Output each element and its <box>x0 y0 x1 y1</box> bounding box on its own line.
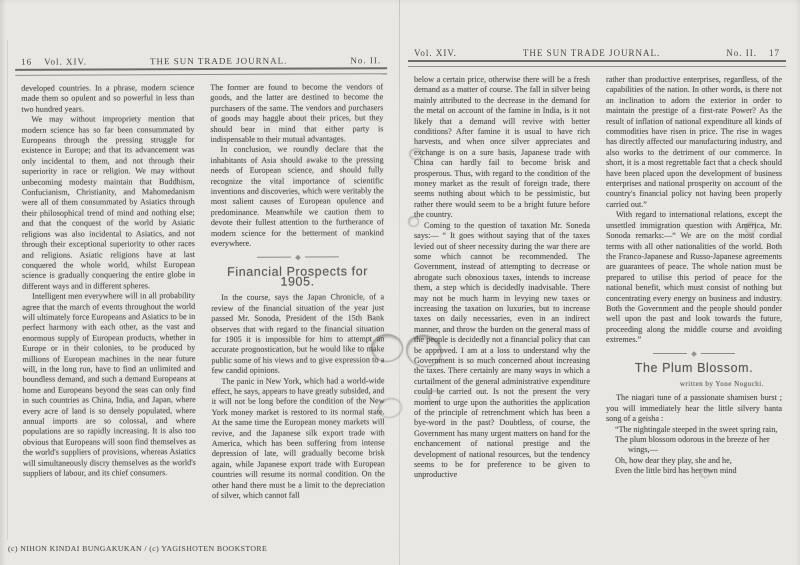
divider-line <box>256 257 290 258</box>
ink-smudge <box>745 222 756 234</box>
ink-smudge <box>408 216 419 227</box>
page-gutter-line <box>399 0 400 565</box>
divider-line <box>653 353 687 354</box>
journal-title: THE SUN TRADE JOURNAL. <box>150 55 288 67</box>
paragraph: In conclusion, we roundly declare that the inhabitants of Asia should awake to the pressing needs of European science, and should fully recognize the vital importance of scientific inventions and discoveries, which were veritably the most salient causes of European opulence and predominance. Meanwhile we caution them to devote their fullest attention to the furtherance of modern science for the betterment of mankind everywhere. <box>210 144 384 249</box>
paragraph: The niagari tune of a passionate shamisen burst ; you will immediately hear the little silvery banta song of a geisha : <box>606 393 782 424</box>
paragraph: Coming to the question of taxation Mr. Soneda says:— “ It goes without saying that of the taxes levied out of sheer necessity during the war there are some which cannot be recommended. The Government, instead of attempting to decrease or abrogate such obnoxious taxes, intends to increase them, a step which is decidedly inadvisable. There may not be much harm in levying new taxes or increasing the taxation on luxuries, but to increase taxes on daily necessaries, even in an indirect manner, and throw the burden on the general mass of the people is decidedly not a financial policy that can be approved. I am at a loss to understand why the Government is so much concerned about increasing the taxes. There certainly are many ways in which a curtailment of the general administrative expenditure could be carried out. Is not the present the very moment to urge upon the authorities the application of the principle of retrenchment which has been a bye-word in the past? Doubtless, of course, the Government has many urgent matters on hand for the enchancement of national prestige and the development of national resources, but the tendency seems to be for preference to be given to unproductive <box>414 220 590 480</box>
paragraph: rather than productive enterprises, regardless, of the capabilities of the nation. In other words, is there not an inclination to adorn the exterior in order to maintain the prestige of a first-rate Power? As the result of inflation of national expenditure all kinds of commodities have risen in price. The rise in wages has directly affected our manufacturing industry, and also works to the detriment of our commerce. In short, it is a most regrettable fact that a check should have been placed upon the development of business enterprises and national prosperity on account of the country's financial policy not having been properly carried out.” <box>606 75 782 209</box>
issue-label: No. II. <box>350 55 382 66</box>
paragraph: We may without impropriety mention that modern science has so far been consummated by Europeans through the pressing struggle for existence in Europe; and that its advancement was only incidental to them, and not through their superiority in race or religion. We may without unbecoming modesty maintain that Buddhism, Confucianism, Christianity, and Mahomedanism were all of them consummated by Asiatics through their philosophical trend of mind and nothing else; and that the conquest of the world by Asiatic religions was also incidental to Asiatics, and not through their exceptional superiority to other races and religions. Asiatic religions have at last conquered the whole world, whilst European science is gradually conquering the entire globe in different ways and in different spheres. <box>21 114 196 291</box>
paragraph: The panic in New York, which had a world-wide effect, he says, appears to have greatly subsided, and it will not be long before the condition of the New York money market is restored to its normal state. At the same time the European money markets will revive, and the Japanese silk export trade with America, which has been suffering from intense depression of late, will gradually become brisk again, while Japanese export trade with European countries will resume its normal condition. On the other hand there must be a limit to the depreciation of silver, which cannot fall <box>211 375 385 500</box>
paragraph: developed countries. In a phrase, modern science made them so opulent and so powerful in less than two hundred years. <box>21 83 195 114</box>
divider-line <box>304 256 338 257</box>
archive-credit-line: (c) NIHON KINDAI BUNGAKUKAN / (c) YAGISHOTEN BOOKSTORE <box>8 544 268 553</box>
text-column <box>606 75 782 533</box>
divider-line <box>701 353 735 354</box>
text-column <box>414 75 590 533</box>
journal-page-left <box>13 0 391 528</box>
ink-smudge <box>700 468 710 478</box>
divider-ornament-icon <box>295 254 301 260</box>
text-column <box>21 83 196 528</box>
ink-smudge <box>428 390 441 403</box>
page-edge-line <box>7 40 8 540</box>
running-head <box>406 48 788 60</box>
section-heading: Financial Prospects for 1905. <box>227 263 369 289</box>
poem-line: Even the little bird has her own mind <box>615 466 737 476</box>
journal-title: THE SUN TRADE JOURNAL. <box>522 48 661 58</box>
page-number: 16 <box>21 56 33 67</box>
paragraph: With regard to international relations, except the unsettled immigration question with America, Mr. Sonoda remarks:—“ We are on the most cordial terms with all other nationalities of the world. Both the Franco-Japanese and Russo-Japanese agreements are guarantees of peace. The whole nation must be prepared to utilise this period of peace for the national benefit, which must consist of nothing but concentrating every energy on business and industry. Both the Government and the people should ponder well upon the past and look towards the future, proceeding along the middle course and avoiding extremes.” <box>606 210 782 345</box>
paragraph: The former are found to become the vendors of goods, and the latter are destined to become the purchasers of the same. The vendors and purchasers of goods may haggle about their prices, but they should bear in mind that either party is indispensable to their mutual advantages. <box>210 82 384 144</box>
text-column <box>210 82 385 527</box>
header-rule <box>408 60 786 67</box>
section-heading: The Plum Blossom. <box>634 360 754 375</box>
page-number: 17 <box>769 48 780 58</box>
paragraph: below a certain price, otherwise there will be a fresh demand as a matter of course. The fall in silver being mainly attributed to the decrease in the demand for the metal on account of the famine in India, is it not likely that a demand will revive with better conditions? After famine it is usual to have rich harvests, and when once silver appreciates and exchange is on a sure basis, Japanese trade with China can hardly fail to become brisk and prosperous. Thus, with regard to the condition of the money market as the result of foreign trade, there seems nothing about which to be pessimistic, but rather there would seem to be a bright future before the country. <box>414 75 590 220</box>
volume-label: Vol. XIV. <box>44 56 88 67</box>
poem-line: “The nightingale steeped in the sweet spring rain, <box>615 424 778 434</box>
section-divider <box>211 255 384 260</box>
byline: written by Yone Noguchi. <box>679 379 764 388</box>
ink-smudge <box>409 148 423 160</box>
poem-line: Oh, how dear they play, she and he, <box>615 455 732 465</box>
section-divider <box>606 352 782 356</box>
poem-line: The plum blossom odorous in the breeze of her wings,— <box>615 435 770 455</box>
poem-block <box>606 425 782 477</box>
paragraph: In the course, says the Japan Chronicle, of a review of the financial situation of the year just passed Mr. Sonoda, President of the 15th Bank observes that with regard to the financial situation for 1905 it is impossible for him to attempt an accurate prognostication, but he would like to make public some of his views and to give expression to a few candid opinions. <box>211 292 385 376</box>
journal-page-right <box>406 0 788 533</box>
issue-label: No. II. <box>726 48 757 58</box>
divider-ornament-icon <box>691 351 697 357</box>
ink-smudge <box>371 334 403 362</box>
volume-label: Vol. XIV. <box>414 48 457 58</box>
paragraph: Intelligent men everywhere will in all probability agree that the march of events throughout the world will ultimately force Europeans and Asiatics to be in perfect harmony with each other, as the vast and enormous supply of European products, whether in Europe or in their colonies, to be produced by millions of European machines in the near future will, in the long run, have to find an unlimited and boundless demand, and such a demand Europeans at home and Europeans beyond the seas can only find in such countries as China, India, and Japan, where every acre of land is so densely populated, where annual imports are so colossal, and where populations are so rapidly increasing. It is also too obvious that Europeans will soon find themselves as the world's suppliers of provisions, whereas Asiatics will simultaneously discry themselves as the world's suppliers of labour, and its chief consumers. <box>22 291 196 478</box>
